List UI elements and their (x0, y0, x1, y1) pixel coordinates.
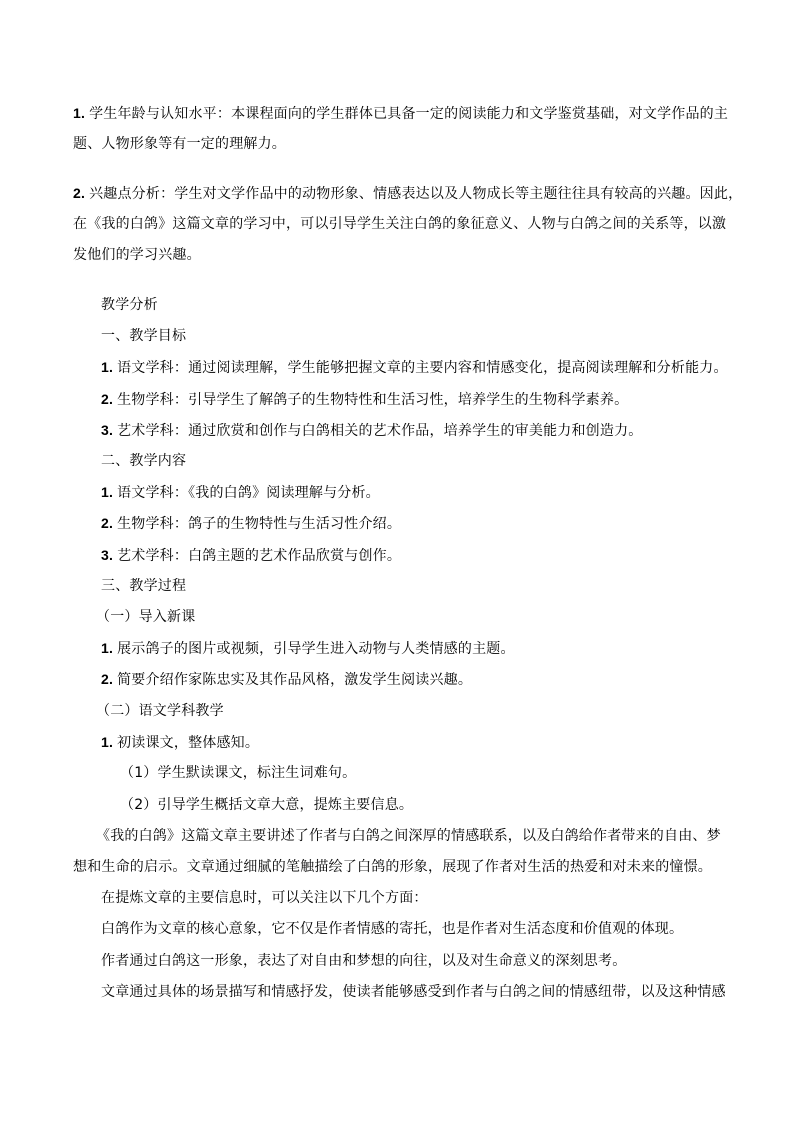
chinese-step-1 (101, 732, 259, 753)
content-item-3 (101, 545, 401, 566)
interest-line-1 (73, 183, 742, 204)
paragraph-1-line-1: 《我的白鸽》这篇文章主要讲述了作者与白鸽之间深厚的情感联系，以及白鸽给作者带来的自由、梦 (96, 828, 721, 844)
objective-text: 生物学科：引导学生了解鸽子的生物特性和生活习性，培养学生的生物科学素养。 (117, 392, 629, 408)
list-number: 2. (73, 185, 86, 201)
chinese-sub-item-2: （2）引导学生概括文章大意，提炼主要信息。 (120, 797, 414, 813)
intro-item-1 (101, 638, 515, 659)
intro-item-2 (101, 669, 472, 690)
list-number: 1. (101, 640, 114, 656)
paragraph-1-line-2: 想和生命的启示。文章通过细腻的笔触描绘了白鸽的形象，展现了作者对生活的热爱和对未来的憧憬。 (73, 859, 712, 875)
content-item-1 (101, 482, 380, 503)
objective-text: 语文学科：通过阅读理解，学生能够把握文章的主要内容和情感变化，提高阅读理解和分析能力。 (117, 360, 728, 376)
list-number: 3. (101, 547, 114, 563)
list-number: 2. (101, 671, 114, 687)
chinese-sub-item-1: （1）学生默读课文，标注生词难句。 (120, 765, 357, 781)
learner-level-line-1 (73, 103, 728, 124)
heading-process: 三、教学过程 (101, 578, 187, 594)
objective-item-1 (101, 357, 728, 378)
learner-level-line-2: 题、人物形象等有一定的理解力。 (73, 136, 286, 152)
objective-item-3 (101, 420, 642, 441)
heading-intro: （一）导入新课 (96, 609, 196, 625)
heading-objectives: 一、教学目标 (101, 328, 187, 344)
objective-text: 艺术学科：通过欣赏和创作与白鸽相关的艺术作品，培养学生的审美能力和创造力。 (117, 423, 643, 439)
paragraph-3: 白鸽作为文章的核心意象，它不仅是作者情感的寄托，也是作者对生活态度和价值观的体现。 (101, 921, 684, 937)
learner-level-text: 学生年龄与认知水平：本课程面向的学生群体已具备一定的阅读能力和文学鉴赏基础，对文学作品的主 (89, 106, 729, 122)
list-number: 1. (101, 359, 114, 375)
interest-line-2: 在《我的白鸽》这篇文章的学习中，可以引导学生关注白鸽的象征意义、人物与白鸽之间的关系等，以激 (73, 216, 727, 232)
chinese-step-text: 初读课文，整体感知。 (117, 735, 260, 751)
heading-content: 二、教学内容 (101, 453, 187, 469)
interest-text: 兴趣点分析：学生对文学作品中的动物形象、情感表达以及人物成长等主题往往具有较高的兴趣。因此， (89, 186, 743, 202)
list-number: 1. (73, 105, 86, 121)
objective-item-2 (101, 389, 628, 410)
paragraph-5: 文章通过具体的场景描写和情感抒发，使读者能够感受到作者与白鸽之间的情感纽带，以及这种情感 (101, 984, 726, 1000)
content-item-2 (101, 513, 401, 534)
content-text: 生物学科：鸽子的生物特性与生活习性介绍。 (117, 516, 402, 532)
content-text: 艺术学科：白鸽主题的艺术作品欣赏与创作。 (117, 548, 402, 564)
list-number: 2. (101, 515, 114, 531)
interest-line-3: 发他们的学习兴趣。 (73, 247, 201, 263)
list-number: 2. (101, 391, 114, 407)
paragraph-2: 在提炼文章的主要信息时，可以关注以下几个方面： (101, 890, 428, 906)
content-text: 语文学科：《我的白鸽》阅读理解与分析。 (117, 485, 380, 501)
list-number: 1. (101, 484, 114, 500)
list-number: 1. (101, 734, 114, 750)
heading-chinese-teaching: （二）语文学科教学 (96, 703, 224, 719)
intro-text: 展示鸽子的图片或视频，引导学生进入动物与人类情感的主题。 (117, 641, 515, 657)
list-number: 3. (101, 422, 114, 438)
section-heading-analysis: 教学分析 (101, 297, 158, 313)
paragraph-4: 作者通过白鸽这一形象，表达了对自由和梦想的向往，以及对生命意义的深刻思考。 (101, 953, 627, 969)
intro-text: 简要介绍作家陈忠实及其作品风格，激发学生阅读兴趣。 (117, 672, 473, 688)
